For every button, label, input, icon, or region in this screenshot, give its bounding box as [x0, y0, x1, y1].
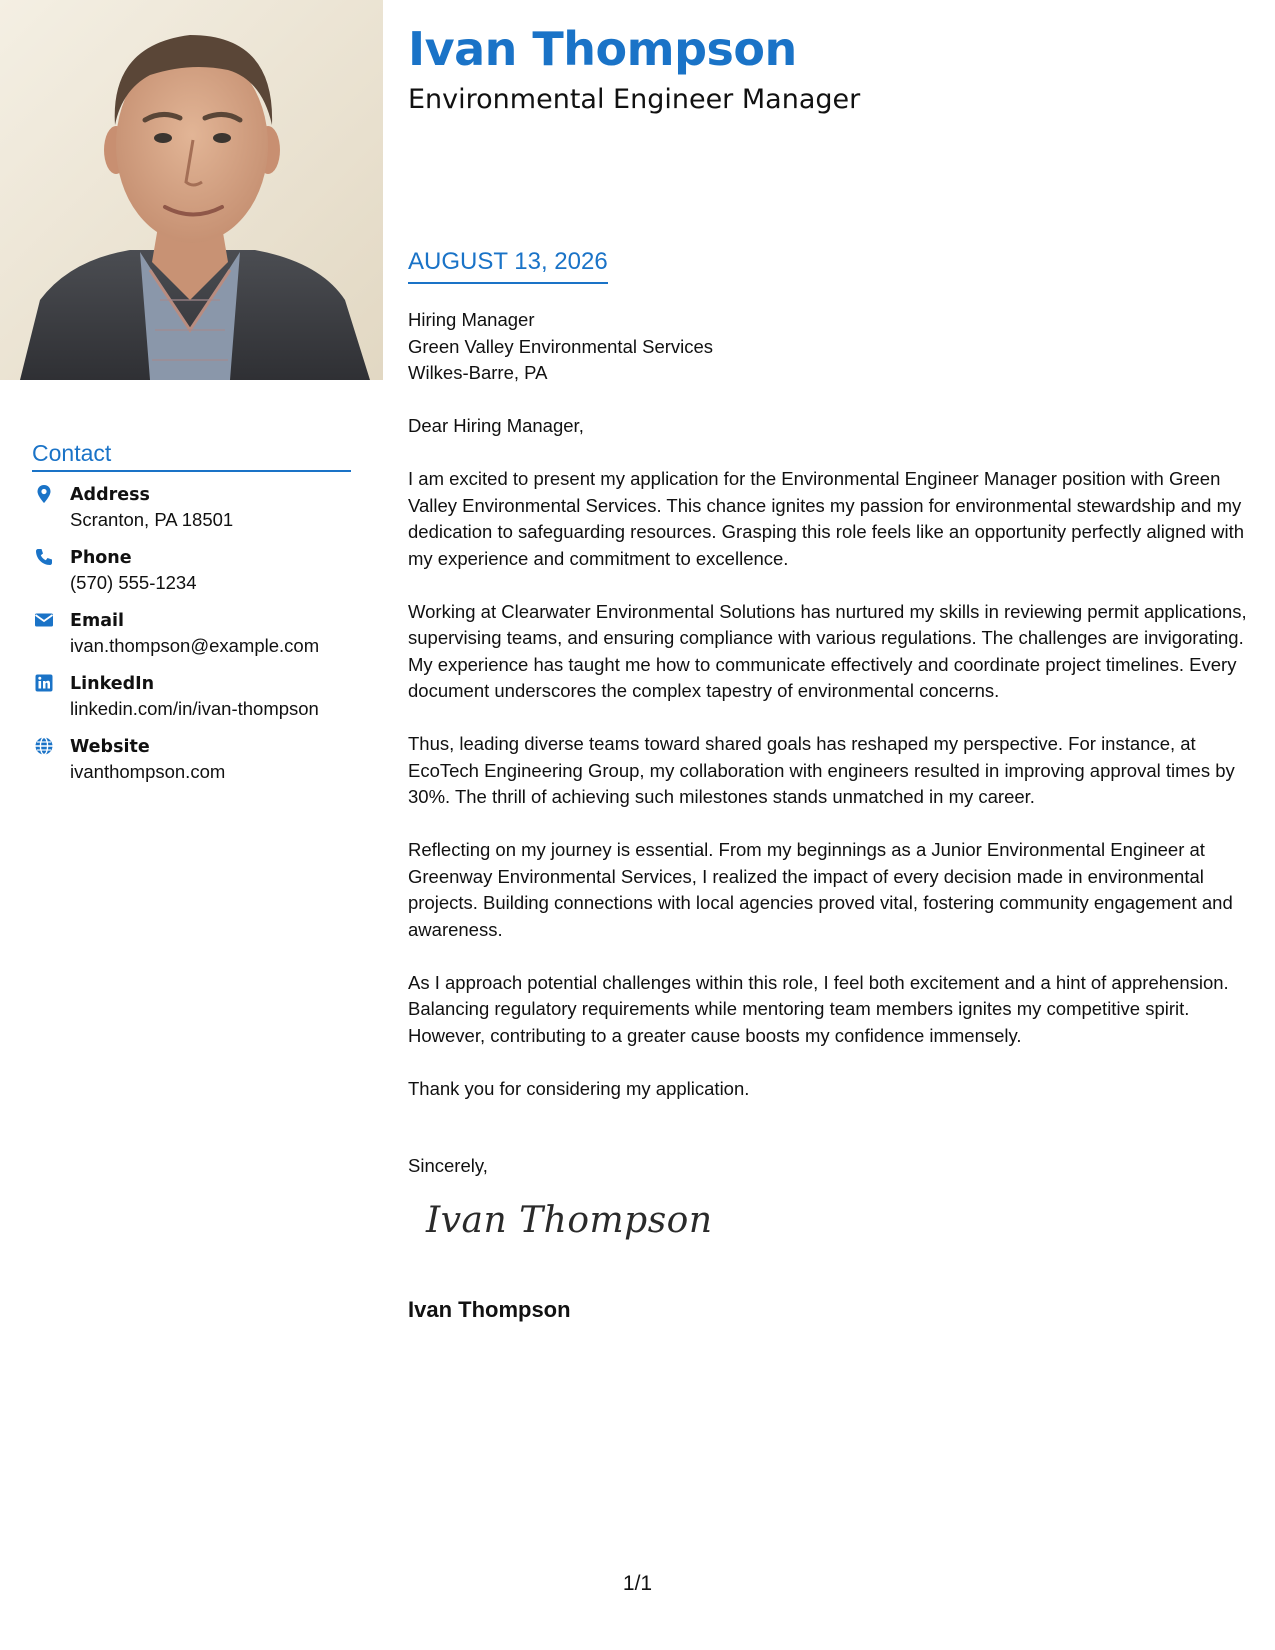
letter-body	[408, 413, 1250, 1129]
contact-label: Website	[70, 737, 150, 757]
contact-label: Email	[70, 611, 124, 631]
recipient-line: Green Valley Environmental Services	[408, 335, 714, 357]
salutation: Dear Hiring Manager,	[408, 415, 584, 436]
profile-photo	[0, 0, 383, 380]
contact-phone	[32, 546, 372, 609]
contact-label: Phone	[70, 548, 132, 568]
linkedin-icon	[34, 673, 54, 693]
contact-email	[32, 609, 372, 672]
globe-icon	[34, 736, 54, 756]
signer-name: Ivan Thompson	[408, 1297, 571, 1322]
recipient-block	[408, 307, 713, 387]
contact-value: ivanthompson.com	[70, 761, 226, 782]
location-pin-icon	[34, 484, 54, 504]
body-paragraph: Reflecting on my journey is essential. From my beginnings as a Junior Environmental Engineer at Greenway Environmental Services, I realized the impact of every decision made in environmental projects. Building connections with local agencies proved vital, fostering community engagement and awareness.	[408, 839, 1233, 940]
phone-icon	[34, 547, 54, 567]
closing: Sincerely,	[408, 1155, 488, 1176]
contact-label: Address	[70, 485, 150, 505]
handwritten-signature: Ivan Thompson	[426, 1200, 713, 1241]
body-paragraph: I am excited to present my application for the Environmental Engineer Manager position with Green Valley Environmental Services. This chance ignites my passion for environmental stewardship and my dedication to safeguarding resources. Grasping this role feels like an opportunity perfectly aligned with my experience and commitment to excellence.	[408, 468, 1245, 569]
contact-value: linkedin.com/in/ivan-thompson	[70, 698, 319, 719]
body-paragraph: Working at Clearwater Environmental Solutions has nurtured my skills in reviewing permit applications, supervising teams, and ensuring compliance with various regulations. The challenges are invigorating. My experience has taught me how to communicate effectively and coordinate project timelines. Every document underscores the complex tapestry of environmental concerns.	[408, 600, 1247, 701]
contact-address	[32, 483, 372, 546]
recipient-line: Hiring Manager	[408, 309, 535, 330]
applicant-title: Environmental Engineer Manager	[408, 84, 861, 115]
applicant-name: Ivan Thompson	[408, 22, 797, 76]
recipient-line: Wilkes-Barre, PA	[408, 362, 548, 383]
body-paragraph: As I approach potential challenges within this role, I feel both excitement and a hint of apprehension. Balancing regulatory requirements while mentoring team members ignites my competitive spirit. However, contributing to a greater cause boosts my confidence immensely.	[408, 971, 1229, 1046]
contact-heading: Contact	[32, 440, 351, 472]
contact-value: Scranton, PA 18501	[70, 509, 234, 530]
envelope-icon	[34, 610, 54, 630]
sidebar	[0, 0, 383, 1650]
body-paragraph: Thus, leading diverse teams toward shared goals has reshaped my perspective. For instance, at EcoTech Engineering Group, my collaboration with engineers resulted in improving approval times by 30%. The thrill of achieving such milestones stands unmatched in my career.	[408, 733, 1235, 807]
contact-linkedin	[32, 672, 372, 735]
contact-website	[32, 735, 372, 798]
letter-date: AUGUST 13, 2026	[408, 248, 608, 284]
contact-label: LinkedIn	[70, 674, 155, 694]
contact-value: ivan.thompson@example.com	[70, 635, 320, 656]
page-number: 1/1	[622, 1572, 653, 1595]
contact-list	[32, 483, 372, 798]
body-paragraph: Thank you for considering my application.	[408, 1077, 750, 1099]
contact-value: (570) 555-1234	[70, 572, 197, 593]
portrait-photo	[0, 0, 383, 380]
